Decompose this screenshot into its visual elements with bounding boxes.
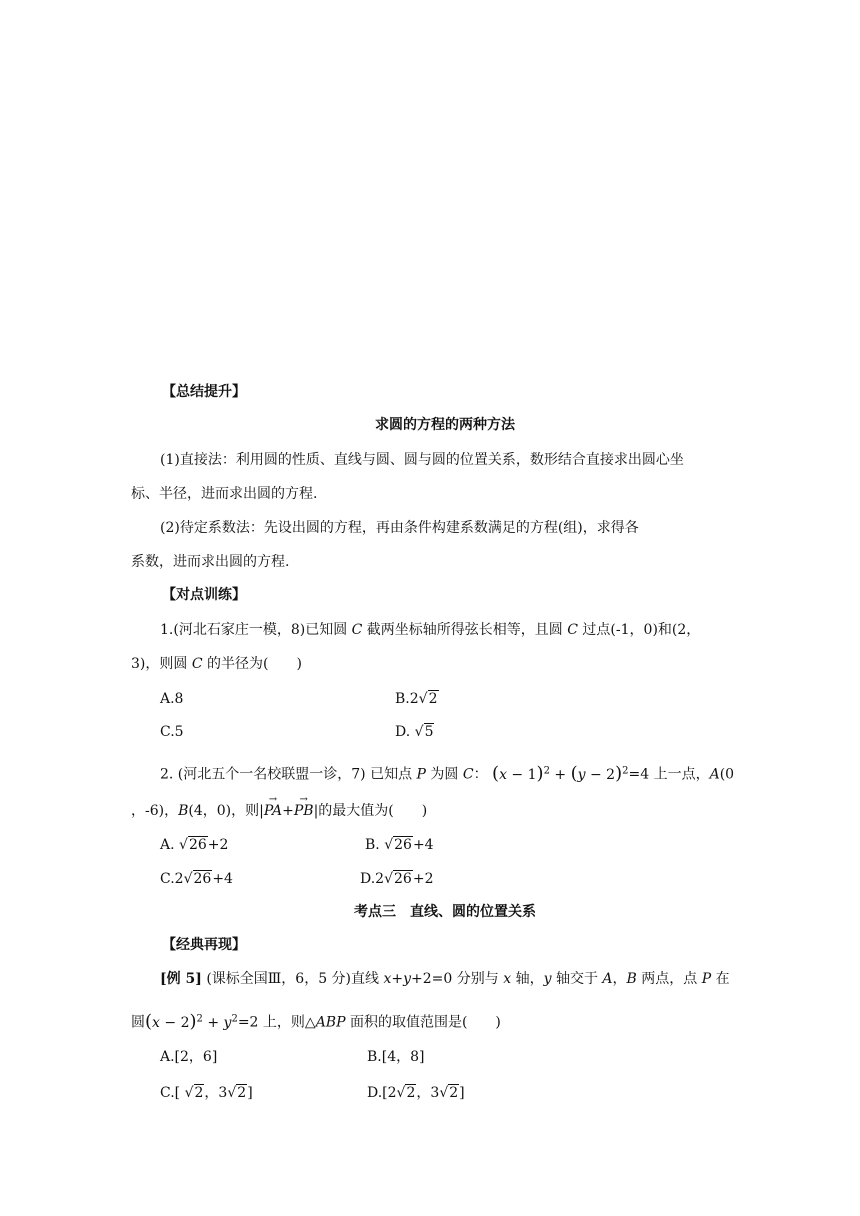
ex5-option-b: B.[4，8] bbox=[367, 1049, 425, 1065]
ex5-option-a: A.[2，6] bbox=[160, 1049, 218, 1065]
q1-option-a: A.8 bbox=[160, 691, 184, 707]
ex5-option-c: C.[ √2，3√2] bbox=[160, 1082, 253, 1104]
ex5-stem-line2: 圆$(x - 2)^2 + y^2=2$ 上，则△ABP 面积的取值范围是( ) bbox=[131, 1010, 501, 1032]
q2-option-b: B. √26+4 bbox=[365, 834, 434, 856]
sqrt-symbol: √26 bbox=[183, 871, 212, 887]
ex5-label: [例 5] bbox=[160, 971, 202, 987]
q1-stem-line1: 1.(河北石家庄一模，8)已知圆 C 截两坐标轴所得弦长相等，且圆 C 过点(-1，0)和(2， bbox=[160, 622, 701, 638]
circle-equation: $(x - 1)^2 + (y - 2)^2$ bbox=[492, 762, 629, 784]
circle-equation: $(x - 2)^2 + y^2$ bbox=[145, 1010, 238, 1032]
q1-stem-line2: 3)，则圆 C 的半径为( ) bbox=[131, 656, 302, 672]
q1-option-b: B.2√2 bbox=[395, 688, 439, 710]
section3-heading: 【经典再现】 bbox=[162, 937, 246, 953]
sqrt-symbol: √26 bbox=[384, 871, 412, 887]
sqrt-symbol: √26 bbox=[179, 837, 207, 853]
sqrt-symbol: √26 bbox=[384, 837, 412, 853]
q2-option-c: C.2√26+4 bbox=[160, 868, 233, 890]
q2-stem-line2: ，-6)，B(4，0)，则|→ PA+→ PB|的最大值为( ) bbox=[131, 800, 427, 822]
section3-title: 考点三 直线、圆的位置关系 bbox=[354, 904, 536, 920]
summary-p1-line1: (1)直接法：利用圆的性质、直线与圆、圆与圆的位置关系，数形结合直接求出圆心坐 bbox=[160, 452, 684, 468]
q1-option-c: C.5 bbox=[160, 724, 184, 740]
sqrt-symbol: √2 bbox=[184, 1085, 204, 1101]
q2-option-d: D.2√26+2 bbox=[360, 868, 433, 890]
summary-p2-line1: (2)待定系数法：先设出圆的方程，再由条件构建系数满足的方程(组)，求得各 bbox=[160, 520, 639, 536]
summary-title: 求圆的方程的两种方法 bbox=[375, 417, 515, 433]
ex5-option-d: D.[2√2，3√2] bbox=[367, 1082, 465, 1104]
sqrt-symbol: √2 bbox=[418, 691, 438, 707]
training-heading: 【对点训练】 bbox=[162, 587, 246, 603]
sqrt-symbol: √2 bbox=[396, 1085, 416, 1101]
summary-p1-line2: 标、半径，进而求出圆的方程. bbox=[131, 486, 318, 502]
q1-option-d: D. √5 bbox=[395, 721, 434, 743]
summary-p2-line2: 系数，进而求出圆的方程. bbox=[131, 554, 290, 570]
vector-pa: → PA bbox=[264, 800, 282, 822]
sqrt-symbol: √2 bbox=[439, 1085, 459, 1101]
summary-heading: 【总结提升】 bbox=[162, 384, 246, 400]
ex5-stem-line1: [例 5] (课标全国Ⅲ，6，5 分)直线 x+y+2=0 分别与 x 轴，y 轴交于 A，B 两点，点 P 在 bbox=[160, 971, 730, 987]
q2-stem-line1: 2. (河北五个一名校联盟一诊，7) 已知点 P 为圆 C： $(x - 1)^2 + (y - 2)^2=4$ 上一点，A(0 bbox=[160, 762, 735, 784]
q2-option-a: A. √26+2 bbox=[160, 834, 228, 856]
vector-pb: → PB bbox=[294, 800, 314, 822]
sqrt-symbol: √2 bbox=[227, 1085, 247, 1101]
sqrt-symbol: √5 bbox=[414, 724, 434, 740]
